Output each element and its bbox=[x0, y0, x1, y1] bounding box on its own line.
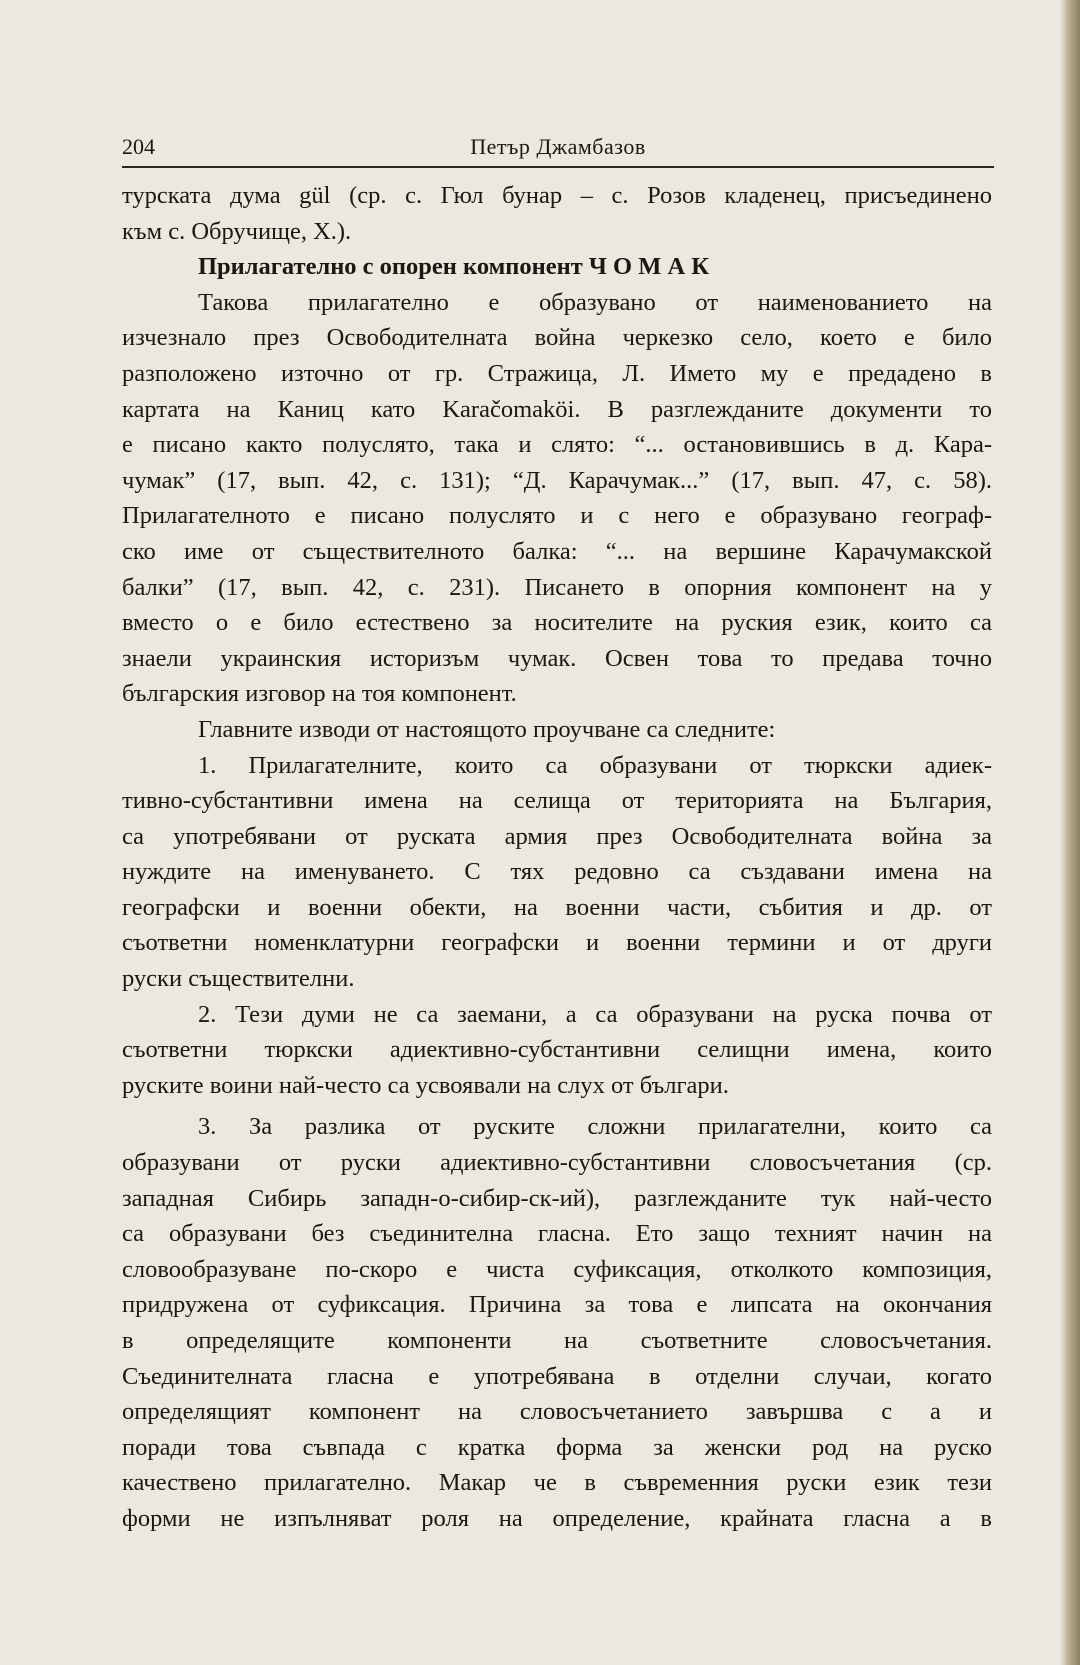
paragraph-line: Съединителната гласна е употребявана в отделни случаи, когато bbox=[122, 1362, 992, 1390]
paragraph-line: съответни тюркски адиективно-субстантивни селищни имена, които bbox=[122, 1036, 992, 1064]
paragraph-line: ско име от съществителното балка: “... на вершине Карачумакской bbox=[122, 537, 992, 565]
paragraph-line: е писано както полуслято, така и слято: “... остановившись в д. Кара- bbox=[122, 431, 992, 459]
running-head-author: Петър Джамбазов bbox=[470, 134, 646, 159]
paragraph-line: в определящите компоненти на съответните словосъчетания. bbox=[122, 1327, 992, 1354]
paragraph-line: са образувани без съединителна гласна. Ето защо техният начин на bbox=[122, 1220, 992, 1248]
paragraph-line: балки” (17, вып. 42, с. 231). Писането в опорния компонент на у bbox=[122, 573, 992, 601]
paragraph-line: 2. Тези думи не са заемани, а са образувани на руска почва от bbox=[198, 1000, 992, 1028]
paragraph-line: географски и военни обекти, на военни части, събития и др. от bbox=[122, 893, 992, 921]
paragraph-line: знаели украинския историзъм чумак. Освен това то предава точно bbox=[122, 644, 992, 672]
paragraph-line: тивно-субстантивни имена на селища от територията на България, bbox=[122, 787, 992, 815]
paragraph-line: словообразуване по-скоро е чиста суфиксация, отколкото композиция, bbox=[122, 1255, 992, 1283]
paragraph-line: придружена от суфиксация. Причина за това е липсата на окончания bbox=[122, 1291, 992, 1319]
paragraph-line: поради това съвпада с кратка форма за женски род на руско bbox=[122, 1433, 992, 1461]
paragraph-line: руските воини най-често са усвоявали на слух от българи. bbox=[122, 1071, 729, 1099]
paragraph-line: Такова прилагателно е образувано от наименованието на bbox=[198, 288, 992, 316]
paragraph-line: нуждите на именуването. С тях редовно са създавани имена на bbox=[122, 858, 992, 886]
paragraph-line: определящият компонент на словосъчетанието завършва с а и bbox=[122, 1398, 992, 1426]
paragraph-line: качествено прилагателно. Макар че в съвременния руски език тези bbox=[122, 1469, 992, 1497]
paragraph-line: вместо о е било естествено за носителите на руския език, които са bbox=[122, 609, 992, 637]
paragraph-line: Прилагателното е писано полуслято и с него е образувано географ- bbox=[122, 502, 992, 530]
paragraph-line: образувани от руски адиективно-субстантивни словосъчетания (ср. bbox=[122, 1149, 992, 1177]
page-body bbox=[122, 178, 992, 1537]
paragraph-line: са употребявани от руската армия през Освободителната война за bbox=[122, 822, 992, 850]
paragraph-line: към с. Обручище, Х.). bbox=[122, 217, 352, 245]
paragraph-line: турската дума gül (ср. с. Гюл бунар – с. Розов кладенец, присъединено bbox=[122, 182, 992, 209]
paragraph-line: чумак” (17, вып. 42, с. 131); “Д. Карачумак...” (17, вып. 47, с. 58). bbox=[122, 466, 992, 494]
book-spine-edge bbox=[1060, 0, 1080, 1665]
paragraph-line: руски съществителни. bbox=[122, 965, 355, 993]
running-header bbox=[122, 130, 994, 168]
paragraph-line: разположено източно от гр. Стражица, Л. Името му е предадено в bbox=[122, 359, 992, 387]
paragraph-line: западная Сибирь западн-о-сибир-ск-ий), разглежданите тук най-често bbox=[122, 1184, 992, 1212]
paragraph-line: 1. Прилагателните, които са образувани от тюркски адиек- bbox=[198, 751, 992, 779]
paragraph-line: картата на Каниц като Karačomaköi. В разглежданите документи то bbox=[122, 395, 992, 423]
paragraph-line: съответни номенклатурни географски и военни термини и от други bbox=[122, 929, 992, 957]
paragraph-line: 3. За разлика от руските сложни прилагателни, които са bbox=[198, 1113, 992, 1141]
paragraph-line: българския изговор на тоя компонент. bbox=[122, 680, 517, 708]
page-number: 204 bbox=[122, 134, 155, 159]
paragraph-line: Главните изводи от настоящото проучване са следните: bbox=[198, 715, 776, 743]
section-heading: Прилагателно с опорен компонент Ч О М А К bbox=[198, 253, 710, 281]
paragraph-line: изчезнало през Освободителната война черкезко село, което е било bbox=[122, 324, 992, 352]
paragraph-line: форми не изпълняват роля на определение, крайната гласна а в bbox=[122, 1504, 992, 1532]
